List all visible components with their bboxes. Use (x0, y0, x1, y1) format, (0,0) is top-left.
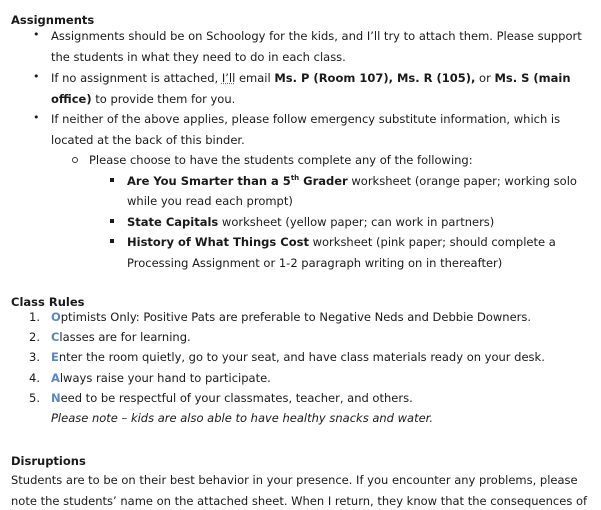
worksheet-item-1-line-2: while you read each prompt) (127, 194, 293, 208)
worksheet-item-3-line-2: Processing Assignment or 1-2 paragraph writing on in thereafter) (127, 256, 503, 270)
rule-number: 2. (29, 330, 40, 344)
assignments-bullet-1-line-2: the students in what they need to do in each class. (51, 50, 346, 64)
rule-item-4 (29, 371, 271, 385)
class-rules-heading: Class Rules (11, 295, 85, 309)
rule-initial: E (50, 350, 59, 364)
assignments-bullet-2-line-2 (51, 92, 235, 106)
text-span: worksheet (yellow paper; can work in partners) (218, 215, 495, 229)
text-span: worksheet (pink paper; should complete a (308, 235, 556, 249)
text-span: or (475, 71, 495, 85)
superscript: th (290, 174, 300, 183)
rules-note: Please note – kids are also able to have healthy snacks and water. (51, 411, 433, 425)
square-bullet (110, 178, 114, 182)
rule-text: nter the room quietly, go to your seat, and have class materials ready on your desk. (58, 350, 545, 364)
assignments-bullet-3-line-2: located at the back of this binder. (51, 133, 245, 147)
office-label: office) (51, 92, 92, 106)
worksheet-title: Are You Smarter than a 5 (127, 174, 291, 188)
rule-item-1 (29, 310, 531, 324)
worksheet-item-2 (127, 215, 494, 229)
worksheet-item-1-line-1 (127, 174, 577, 188)
worksheet-title: Grader (299, 174, 348, 188)
bullet-dot: • (33, 70, 40, 83)
worksheet-item-3-line-1 (127, 235, 556, 249)
rule-text: eed to be respectful of your classmates, teacher, and others. (60, 391, 413, 405)
rule-item-2 (29, 330, 191, 344)
rule-text: lasses are for learning. (59, 330, 191, 344)
assignments-bullet-2-line-1 (51, 71, 571, 85)
rule-number: 5. (29, 391, 40, 405)
text-span: If no assignment is attached, (51, 71, 222, 85)
hollow-bullet (72, 157, 78, 163)
assignments-bullet-3-line-1: If neither of the above applies, please follow emergency substitute information, which is (51, 112, 561, 126)
rule-initial: A (50, 371, 60, 385)
text-span: worksheet (orange paper; working solo (347, 174, 577, 188)
assignments-heading: Assignments (11, 13, 95, 27)
disruptions-line-1: Students are to be on their best behavior in your presence. If you encounter any problems, please (11, 473, 578, 487)
disruptions-line-2: note the students’ name on the attached sheet. When I return, they know that the consequences of (11, 494, 588, 508)
rule-initial: C (50, 330, 60, 344)
bullet-dot: • (33, 111, 40, 124)
text-span: to provide them for you. (91, 92, 236, 106)
rule-initial: N (50, 391, 61, 405)
assignments-bullet-1-line-1: Assignments should be on Schoology for the kids, and I’ll try to attach them. Please support (51, 29, 582, 43)
text-span: I’ll (221, 71, 236, 85)
rule-text: ptimists Only: Positive Pats are preferable to Negative Neds and Debbie Downers. (60, 310, 532, 324)
rule-item-3 (29, 350, 545, 364)
staff-names: Ms. P (Room 107), Ms. R (105), (274, 71, 476, 85)
bullet-dot: • (33, 28, 40, 41)
rule-item-5 (29, 391, 413, 405)
rule-number: 4. (29, 371, 40, 385)
staff-name-s: Ms. S (main (494, 71, 571, 85)
rule-initial: O (50, 310, 61, 324)
rule-text: lways raise your hand to participate. (59, 371, 271, 385)
rule-number: 3. (29, 350, 40, 364)
square-bullet (110, 219, 114, 223)
worksheet-title: State Capitals (127, 215, 219, 229)
square-bullet (110, 239, 114, 243)
worksheet-title: History of What Things Cost (127, 235, 309, 249)
disruptions-heading: Disruptions (11, 454, 86, 468)
rule-number: 1. (29, 310, 40, 324)
sub-bullet-text: Please choose to have the students complete any of the following: (89, 153, 473, 167)
text-span: email (235, 71, 275, 85)
